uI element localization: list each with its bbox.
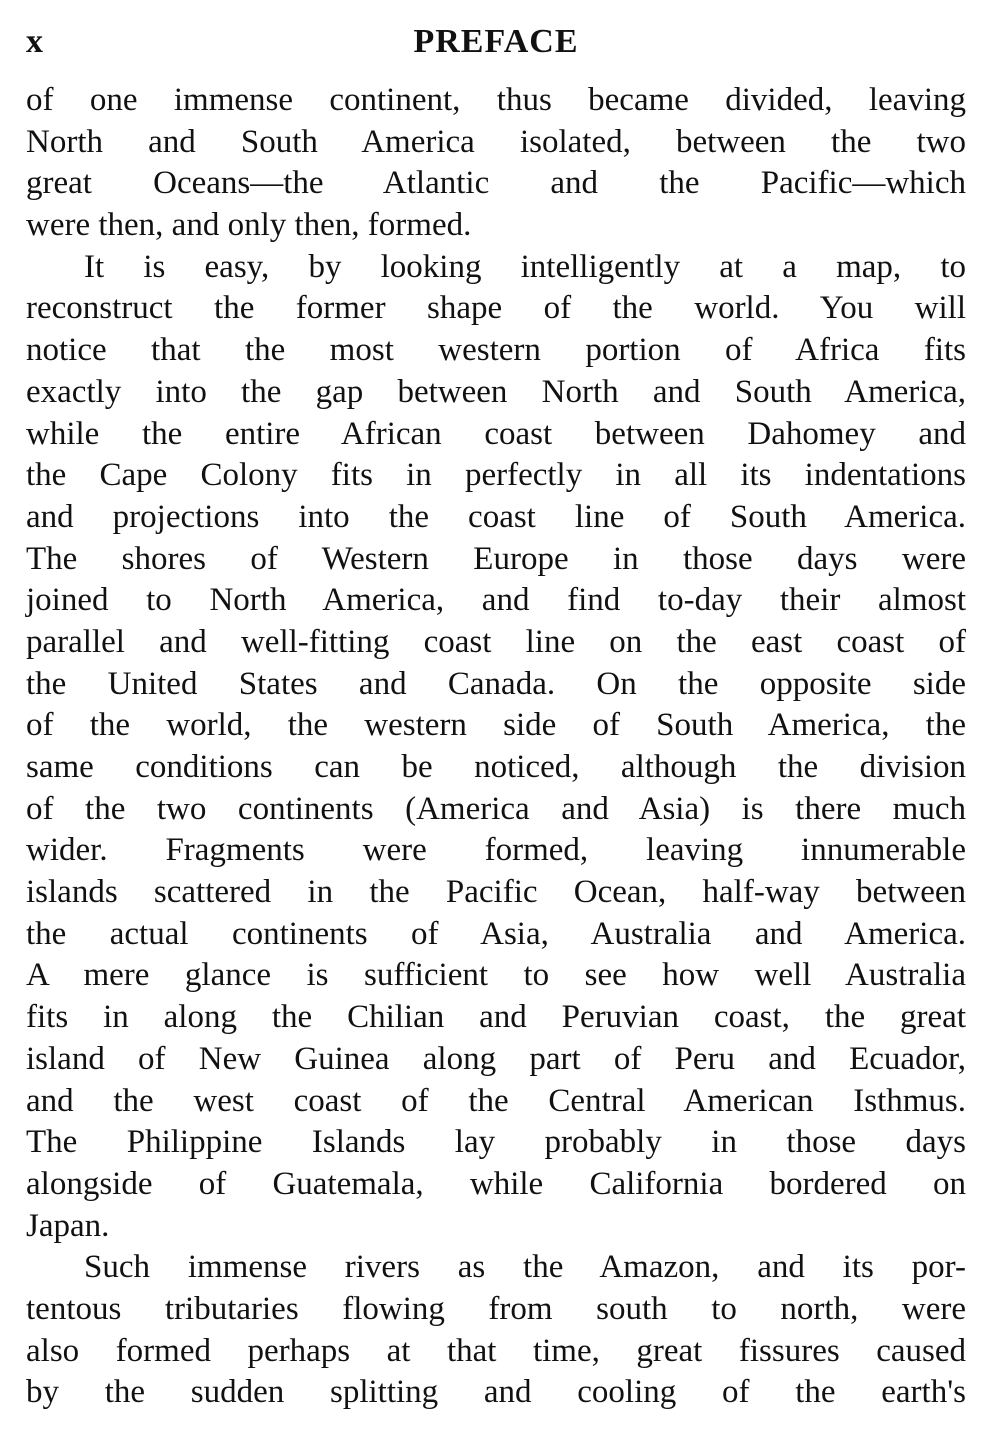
text-line: and projections into the coast line of South America. <box>26 498 966 535</box>
text-line: great Oceans—the Atlantic and the Pacific—which <box>26 165 966 202</box>
text-line: exactly into the gap between North and South America, <box>26 373 966 410</box>
text-line: the United States and Canada. On the opposite side <box>26 665 966 702</box>
text-line: The Philippine Islands lay probably in those days <box>26 1124 966 1161</box>
text-line: fits in along the Chilian and Peruvian coast, the great <box>26 999 966 1036</box>
text-line: Japan. <box>26 1207 110 1244</box>
text-line: and the west coast of the Central American Isthmus. <box>26 1082 966 1119</box>
text-line: tentous tributaries flowing from south to north, were <box>26 1290 966 1327</box>
text-line: the Cape Colony fits in perfectly in all its indentations <box>26 457 966 494</box>
page-number: x <box>26 23 43 60</box>
text-line: islands scattered in the Pacific Ocean, half-way between <box>26 874 966 911</box>
text-line: notice that the most western portion of Africa fits <box>26 332 966 369</box>
page-header <box>26 0 966 70</box>
text-line: It is easy, by looking intelligently at a map, to <box>84 248 966 285</box>
text-line: alongside of Guatemala, while California bordered on <box>26 1165 966 1202</box>
text-line: by the sudden splitting and cooling of the earth's <box>26 1374 966 1411</box>
text-line: the actual continents of Asia, Australia and America. <box>26 915 966 952</box>
running-head: PREFACE <box>413 23 579 60</box>
text-line: reconstruct the former shape of the world. You will <box>26 290 966 327</box>
text-line: wider. Fragments were formed, leaving innumerable <box>26 832 966 869</box>
book-page <box>26 0 966 1440</box>
text-line: of one immense continent, thus became divided, leaving <box>26 82 966 118</box>
text-line: Such immense rivers as the Amazon, and its por- <box>84 1249 966 1286</box>
text-line: A mere glance is sufficient to see how well Australia <box>26 957 966 994</box>
body-text <box>26 80 966 1414</box>
text-line: were then, and only then, formed. <box>26 207 472 244</box>
text-line: while the entire African coast between Dahomey and <box>26 415 966 452</box>
text-line: parallel and well-fitting coast line on the east coast of <box>26 623 966 660</box>
text-line: same conditions can be noticed, although the division <box>26 749 966 785</box>
text-line: The shores of Western Europe in those days were <box>26 540 966 577</box>
text-line: joined to North America, and find to-day their almost <box>26 582 966 619</box>
text-line: island of New Guinea along part of Peru and Ecuador, <box>26 1040 966 1077</box>
text-line: also formed perhaps at that time, great fissures caused <box>26 1332 966 1369</box>
text-line: of the world, the western side of South America, the <box>26 707 966 744</box>
text-line: of the two continents (America and Asia) is there much <box>26 790 966 827</box>
text-line: North and South America isolated, between the two <box>26 123 966 160</box>
